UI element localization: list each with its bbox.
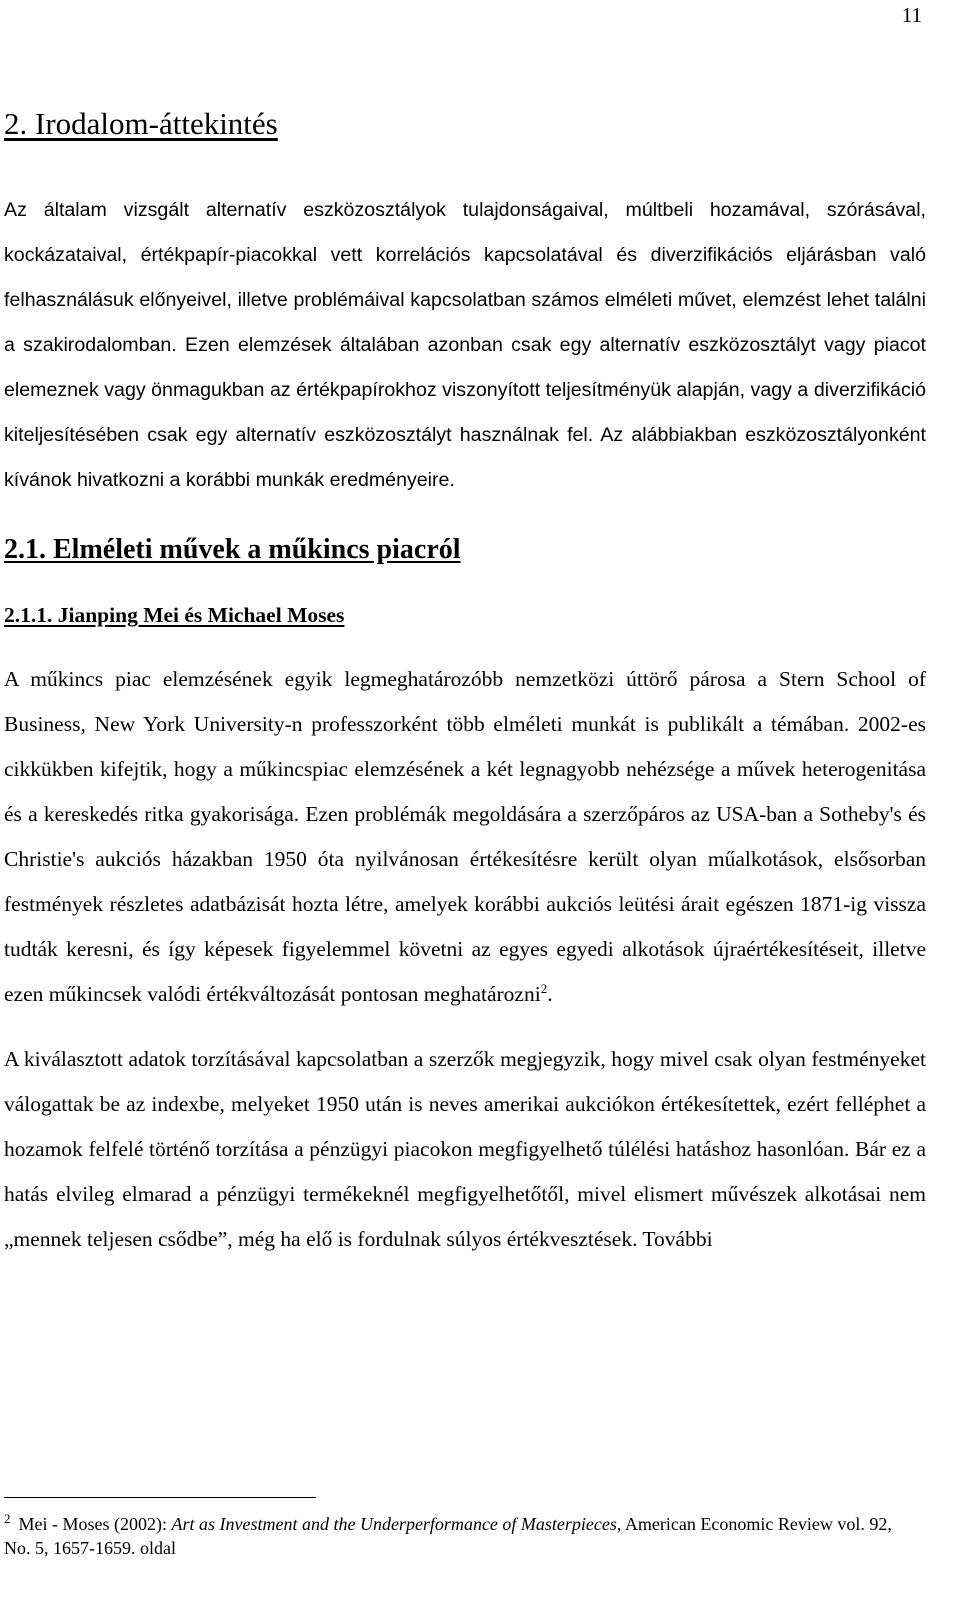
paragraph-2: A kiválasztott adatok torzításával kapcsolatban a szerzők megjegyzik, hogy mivel csak olyan festményeket válogattak be az indexbe, melyeket 1950 után is neves amerikai aukciókon értékesítettek, ezért felléphet a hozamok felfelé történő torzítása a pénzügyi piacokon megfigyelhető túlélési hatáshoz hasonlóan. Bár ez a hatás elvileg elmarad a pénzügyi termékeknél megfigyelhetőtől, mivel elismert művészek alkotásai nem „mennek teljesen csődbe”, még ha elő is fordulnak súlyos értékvesztések. További — [4, 1047, 926, 1251]
section-heading: 2.1. Elméleti művek a műkincs piacról — [4, 534, 461, 565]
paragraph-1-end: . — [547, 982, 553, 1006]
footnote-suffix: , American Economic Review vol. 92, No. 5, 1657-1659. oldal — [4, 1514, 892, 1558]
footnote-number: 2 — [4, 1511, 11, 1526]
page-number: 11 — [901, 3, 922, 27]
footnote-prefix: Mei - Moses (2002): — [18, 1514, 172, 1534]
paragraph-1 — [4, 657, 926, 1017]
paragraph-1-text: A műkincs piac elemzésének egyik legmeghatározóbb nemzetközi úttörő párosa a Stern School of Business, New York University-n professzorként több elméleti munkát is publikált a témában. 2002-es cikkükben kifejtik, hogy a műkincspiac elemzésének a két legnagyobb nehézsége a művek heterogenitása és a kereskedés ritka gyakorisága. Ezen problémák megoldására a szerzőpáros az USA-ban a Sotheby's és Christie's aukciós házakban 1950 óta nyilvánosan értékesítésre került olyan műalkotások, elsősorban festmények részletes adatbázisát hozta létre, amelyek korábbi aukciós leütési árait egészen 1871-ig vissza tudták keresni, és így képesek figyelemmel követni az egyes egyedi alkotások újraértékesítéseit, illetve ezen műkincsek valódi értékváltozását pontosan meghatározni — [4, 667, 926, 1006]
intro-paragraph — [4, 188, 926, 503]
intro-paragraph-start: Az általam vizsgált alternatív eszközosztályok tulajdonságaival, múltbeli hozamával, szórásával, kockázataival, értékpapír-piacokkal vett korrelációs kapcsolatával és diverzifikációs eljárásban való felhasználásuk előnyeivel, illetve problémáival kapcsolatban számos elméleti művet, elemzést lehet találni a szakirodalomban. — [4, 199, 926, 356]
document-body — [4, 100, 926, 1262]
subsection-heading: 2.1.1. Jianping Mei és Michael Moses — [4, 603, 345, 627]
intro-paragraph-continued: Ezen elemzések általában azonban csak egy alternatív eszközosztályt vagy piacot elemeznek vagy önmagukban az értékpapírokhoz viszonyított teljesítményük alapján, vagy a diverzifikáció kiteljesítésében csak egy alternatív eszközosztályt használnak fel. — [4, 334, 927, 446]
chapter-title: 2. Irodalom-áttekintés — [4, 106, 278, 141]
footnote — [4, 1507, 904, 1560]
intro-paragraph-end: Az alábbiakban eszközosztályonként kívánok hivatkozni a korábbi munkák eredményeire. — [4, 424, 926, 491]
footnote-divider — [4, 1497, 316, 1498]
footnote-reference[interactable]: 2 — [540, 980, 548, 996]
footnote-title: Art as Investment and the Underperformance of Masterpieces — [171, 1514, 617, 1534]
